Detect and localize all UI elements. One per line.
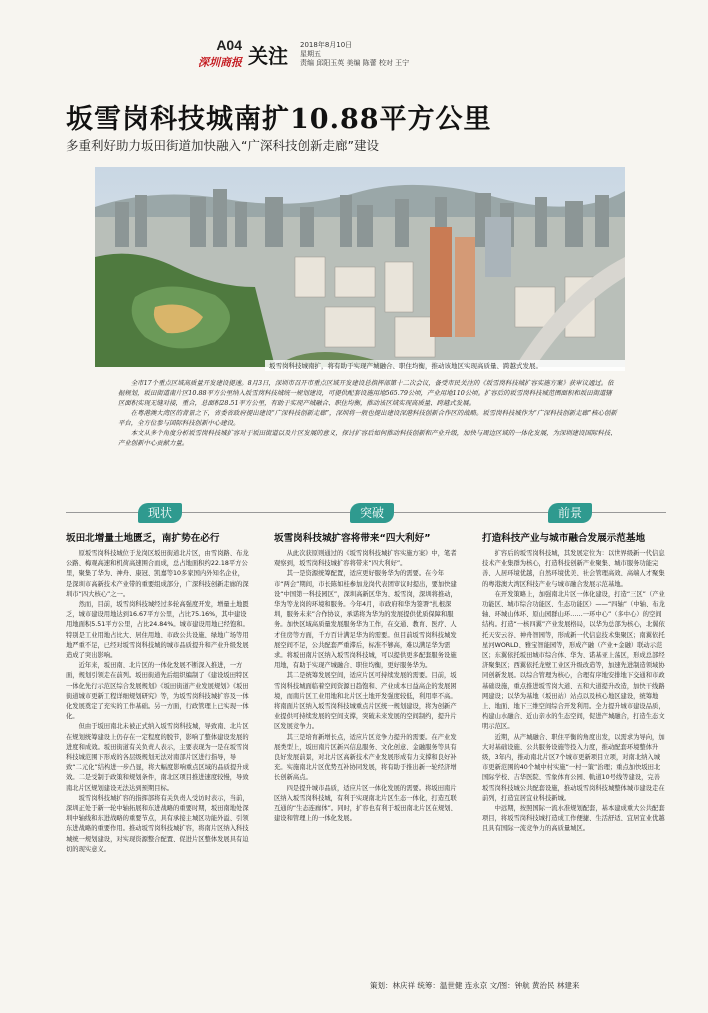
- byline-credit: 策划：林庆祥 统筹：温世健 连永京 文/图：钟航 黄治民 林建来: [370, 981, 580, 990]
- column-paragraph: 原坂雪岗科技城位于龙岗区坂田街道北片区，由雪岗路、布龙公路、梅观高速和机荷高速围合而成，总占地面积约22.18平方公里，聚集了华为、神舟、康冠、凯嘉等10多家国内外知名企业，是深圳市高新技术产业带的重要组成部分，广深科技创新走廊的深圳市“四大核心”之一。: [66, 550, 249, 598]
- issue-date: 2018年8月10日: [300, 40, 353, 49]
- intro-paragraph: 全市17个重点区域高质量开发建设提速。8月3日，深圳市召开市重点区域开发建设总指挥部第十二次会议，备受市民关注的《坂雪岗科技城扩容实施方案》获审议通过。依据规划，坂田街道南片区10.88平方公里纳入坂雪岗科技城统一规划建设，可提供配套设施用地565.79公顷，产业用地110公顷。扩容后的坂雪岗科技城范围面积和坂田街道辖区面积实现无缝对接，重合，总面积28.51平方公里，有助于实现产城融合、职住均衡，推动该区域实现高质量、跨越式发展。: [118, 379, 614, 407]
- column-paragraph: 其三是培育新增长点，适应片区竞争力提升的需要。在产业发展类型上，坂田南片区新兴信息服务、文化创意、金融服务等具有良好发展前景，对北片区高新技术产业发展形成有力支撑和良好补充。实施南北片区优势互补协同发展，将有助于推出新一轮经济增长创新高点。: [274, 733, 457, 782]
- section-title: 关注: [248, 43, 288, 68]
- column-breakthrough: [274, 530, 458, 929]
- issue-meta: [300, 41, 409, 68]
- column-title: 打造科技产业与城市融合发展示范基地: [482, 533, 646, 544]
- column-paragraph: 扩容后的坂雪岗科技城，其发展定位为：以世界级新一代信息技术产业集群为核心，打造科技创新产业聚集、城市服务功能完善、人居环境优越，自然环境优美、社会管理高效、高端人才聚集的粤港澳大湾区科技产业与城市融合发展示范基地。: [482, 550, 665, 588]
- intro-text: [118, 378, 618, 448]
- photo-caption: 坂雪岗科技城南扩，将有助于实现产城融合、职住均衡，推动该地区实现高质量、跨越式发展。: [265, 360, 625, 371]
- column-paragraph: 近年来，坂田南、北片区的一体化发展不断深入推进，一方面，规划引领走在前列。坂田街道先后组织编制了《建设坂田特区一体化先行示范区综合发展规划》《坂田街道产业发展规划》《坂田街道城市更新工程详细规划研究》等，为坂雪岗科技城扩容及一体化发展奠定了充实的工作基础。另一方面，行政管理上已实现一体化。: [66, 662, 249, 721]
- column-title: 坂田北增量土地匮乏，南扩势在必行: [66, 533, 220, 544]
- issue-weekday: 星期五: [300, 49, 321, 58]
- intro-paragraph: 本文从多个角度分析坂雪岗科技城扩容对于坂田街道以及片区发展的意义，探讨扩容后如何推动科技创新和产业升级，加快与周边区域的一体化发展，为深圳建设国际科技、产业创新中心贡献力量。: [118, 429, 617, 447]
- badge-prospect: 前景: [548, 503, 592, 523]
- paper-logo: 深圳商报: [198, 56, 242, 69]
- intro-paragraph: 在粤港澳大湾区的背景之下，省委省政府提出建设“广深科技创新走廊”，深圳将一般也提出建设深港科技创新合作区的战略。坂雪岗科技城作为“广深科技创新走廊”核心创新平台，全方位参与国际科技创新中心建设。: [118, 409, 617, 427]
- column-paragraph: 其一是资源统筹配置，适应更好服务华为的需要。在今年市“两会”期间，市长陈如桂参加龙岗代表团审议时提出，要加快建设“中国第一科技园区”，深圳高新区华为、坂雪岗，深圳将推动，华为等龙岗的环境和服务。今年4月，市政府和华为签署“扎根深圳，服务未来”合作协议，承诺将为华为的发展提供优质保障和服务。加快区域高质量发展服务华为工作，在交通、教育、医疗、人才住房等方面，千方百计满足华为的需要。但目前坂雪岗科技城发展空间不足，公共配套严重滞后，标准不够高，难以满足华为需求。将坂田南片区纳入坂雪岗科技城，可以提供更多配套服务设施用地，有助于实现产城融合、职住均衡，更好服务华为。: [274, 570, 457, 670]
- column-paragraph: 但由于坂田南北未被正式纳入坂雪岗科技城，导致南、北片区在规划统筹建设上仍存在一定程度的脱节，影响了整体建设发展的进度和成效。坂田街道有关负责人表示，主要表现为一是在坂雪岗科技城范围下形成的各层级规划无法对南部片区进行指导，导致“二元化”结构进一步凸显，将大幅度影响重点区域的品质提升成效。二是受制于政策和规划条件，南北区项目推进速度较慢，导致南北片区规划建设无法达到预期目标。: [66, 723, 249, 792]
- column-prospect: [482, 530, 666, 929]
- column-paragraph: 近期，从产城融合、职住平衡的角度出发，以需求为导向，加大对基础设施、公共服务设施等投入力度，推动配套环境整体升级，3年内，推动南北片区7个城市更新项目立项，对南北纳入城市更新范围的40个城中村实施“一村一策”治理；重点加快坂田北国际学校、吉华医院、雪象体育公园、軌道10号线等建设，完善坂雪岗科技城公共配套设施，推动坂雪岗科技城整体城市建设走在前列，打造宜居宜业科技新城。: [482, 733, 665, 802]
- column-body: [274, 549, 458, 929]
- subheadline: 多重利好助力坂田街道加快融入“广深科技创新走廊”建设: [66, 138, 379, 153]
- badge-status: 现状: [138, 503, 182, 523]
- column-title: 坂雪岗科技城扩容将带来“四大利好”: [274, 533, 431, 544]
- headline: 坂雪岗科技城南扩10.88平方公里: [66, 104, 492, 135]
- column-paragraph: 其二是统筹发展空间，适应片区可持续发展的需要。目前，坂雪岗科技城面临着空间资源日趋饱和、产业成本日益高企的发展困境，而南片区工业用地和北片区土地开发强度较低，利用率不高。将南面片区纳入坂雪岗科技城重点片区统一规划建设，将为创新产业提供可持续发展的空间支撑，突破未来发展的空间制约，提升片区发展竞争力。: [274, 672, 457, 731]
- aerial-city-photo: [95, 167, 625, 367]
- badge-breakthrough: 突破: [350, 503, 394, 523]
- column-body: [66, 549, 250, 929]
- column-paragraph: 然而，目前，坂雪岗科技城经过多轮高强度开发，增量土地匮乏，城市建设用地达到16.67平方公里，占比75.16%，其中建设用地面积5.51平方公里，占比24.84%。城市建设用地已经饱和。特别是工业用地占比大、居住用地、市政公共设施、绿地广场等用地严重不足，已经对坂雪岗科技城的城市品质提升和产业升级发展造成了突出影响。: [66, 601, 249, 660]
- page-number: A04: [216, 37, 242, 53]
- column-paragraph: 从此次获原则通过的《坂雪岗科技城扩容实施方案》中，笔者观察到，坂雪岗科技城扩容将带来“四大利好”。: [274, 550, 457, 568]
- column-paragraph: 中远期，按照国际一流水准规划配套，基本建成重大公共配套项目，将坂雪岗科技城打造成工作便捷、生活舒适、宜居宜业优越且具有国际一流竞争力的高质量城区。: [482, 805, 665, 833]
- column-status: [66, 530, 250, 929]
- page-header: [198, 38, 409, 70]
- column-paragraph: 在开发策略上，加强南北片区一体化建设，打造“三区”（产业功能区、城市综合功能区、生态功能区）——“四轴”（中轴、布龙轴、环城山体环、原山园群山环……一环中心”（多中心）的空间结构。打造“一核四翼”产业发展格局，以华为总部为核心，北翼依托天安云谷、神舟智园等，形成新一代信息技术集聚区；南翼依托星河WORLD、雅宝智能园等，形成产融（产业+金融）联动示范区；东翼依托坂田城市综合体、华为、诺基亚上荡区，形成总部经济聚集区；西翼依托龙壁工业区升级改造等，加速先进制造领域协同创新发展。以综合管理为核心，合理有序地安排地下交通和市政基础设施，重点推进坂雪岗大道、五和大道提升改造，加快干线路网建设；以华为基地（坂田站）站点以及核心地区建设，统筹地上、地面、地下三维空间综合开发利用。全力提升城市建设品质，构建山水融合、近山亲水的生态空间，促进产城融合，打造生态文明示范区。: [482, 590, 665, 731]
- column-body: [482, 549, 666, 929]
- editor-credits: 责编 邱阳玉英 美编 陈蕾 校对 王宁: [300, 58, 410, 67]
- column-paragraph: 四是提升城市品质，适应片区一体化发展的需要。将坂田南片区纳入坂雪岗科技城，有利于实现南北片区生态一体化，打造互联互通的“生态连廊体”。同时，扩容也有利于坂田南北片区在规划、建设和管理上的一体化发展。: [274, 784, 457, 823]
- masthead: [198, 38, 242, 70]
- column-paragraph: 坂雪岗科技城扩容的指挥部将有关负责人受访时表示，当前，深圳正处于新一轮中轴拓展和东进战略的重要时期，坂田南地处深圳中轴线和东进战略的重要节点，具有承接主城区功能外溢、引领东进战略的重要作用。推动坂雪岗科技城扩容，将南片区纳入科技城统一规划建设，对实现资源整合配置、促进片区整体发展具有迫切的现实意义。: [66, 794, 249, 853]
